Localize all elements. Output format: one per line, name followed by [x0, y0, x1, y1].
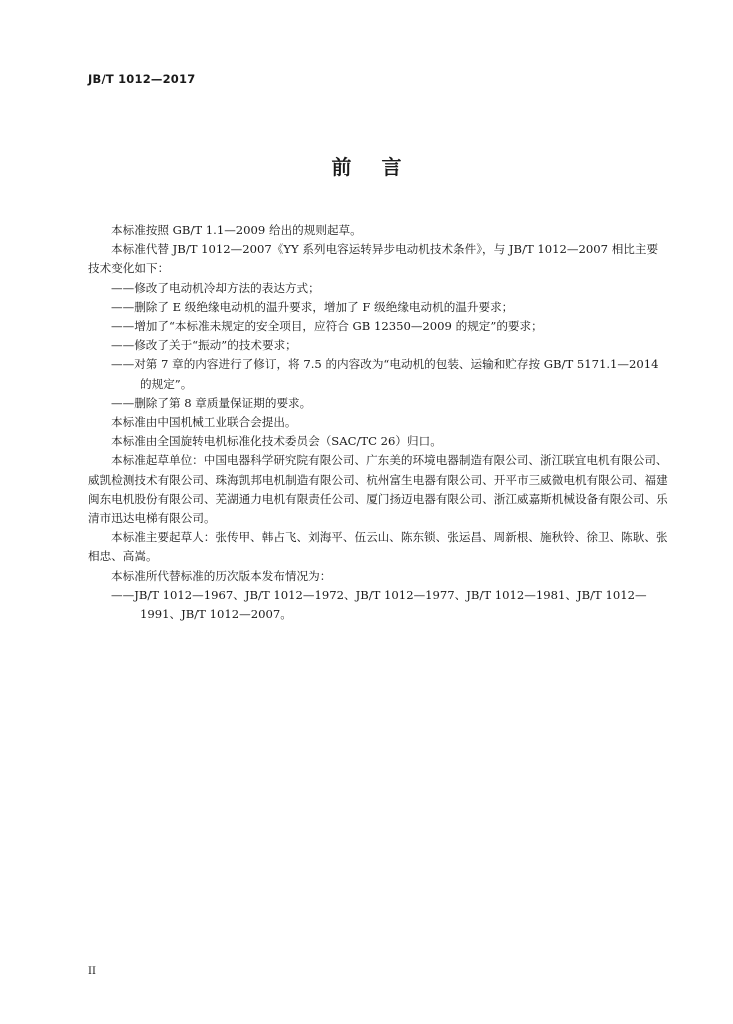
change-item-safety: ——增加了“本标准未规定的安全项目，应符合 GB 12350—2009 的规定”的要求； [111, 319, 543, 334]
paragraph-history-intro: 本标准所代替标准的历次版本发布情况为： [111, 568, 332, 583]
change-item-vibration: ——修改了关于“振动”的技术要求； [111, 338, 297, 353]
paragraph-under-jurisdiction: 本标准由全国旋转电机标准化技术委员会（SAC/TC 26）归口。 [111, 434, 442, 449]
page-title: 前言 [331, 155, 432, 179]
standard-code: JB/T 1012—2017 [88, 72, 196, 86]
change-item-cooling: ——修改了电动机冷却方法的表达方式； [111, 280, 320, 295]
paragraph-drafting-units: 本标准起草单位：中国电器科学研究院有限公司、广东美的环境电器制造有限公司、浙江联宜电机有限公司、威凯检测技术有限公司、珠海凯邦电机制造有限公司、杭州富生电器有限公司、开平市三威微电机有限公司、福建闽东电机股份有限公司、芜湖通力电机有限责任公司、厦门扬迈电器有限公司、浙江威嘉斯机械设备有限公司、乐清市迅达电梯有限公司。 [88, 453, 668, 526]
paragraph-drafting-rules: 本标准按照 GB/T 1.1—2009 给出的规则起草。 [111, 223, 362, 237]
history-versions-item: ——JB/T 1012—1967、JB/T 1012—1972、JB/T 1012—1977、JB/T 1012—1981、JB/T 1012—1991、JB/T 1012—2007。 [111, 587, 647, 622]
paragraph-drafters: 本标准主要起草人：张传甲、韩占飞、刘海平、伍云山、陈东锁、张运昌、周新根、施秋铃、徐卫、陈耿、张相忠、高嵩。 [88, 530, 668, 564]
paragraph-replacement: 本标准代替 JB/T 1012—2007《YY 系列电容运转异步电动机技术条件》，与 JB/T 1012—2007 相比主要技术变化如下： [88, 242, 659, 276]
change-item-chapter-7: ——对第 7 章的内容进行了修订，将 7.5 的内容改为“电动机的包装、运输和贮存按 GB/T 5171.1—2014 的规定”。 [111, 357, 659, 391]
foreword-body [88, 221, 668, 624]
page-number: II [88, 966, 96, 977]
paragraph-proposed-by: 本标准由中国机械工业联合会提出。 [111, 415, 297, 430]
change-item-temperature-rise: ——删除了 E 级绝缘电动机的温升要求，增加了 F 级绝缘电动机的温升要求； [111, 299, 514, 314]
change-item-chapter-8: ——删除了第 8 章质量保证期的要求。 [111, 395, 312, 410]
